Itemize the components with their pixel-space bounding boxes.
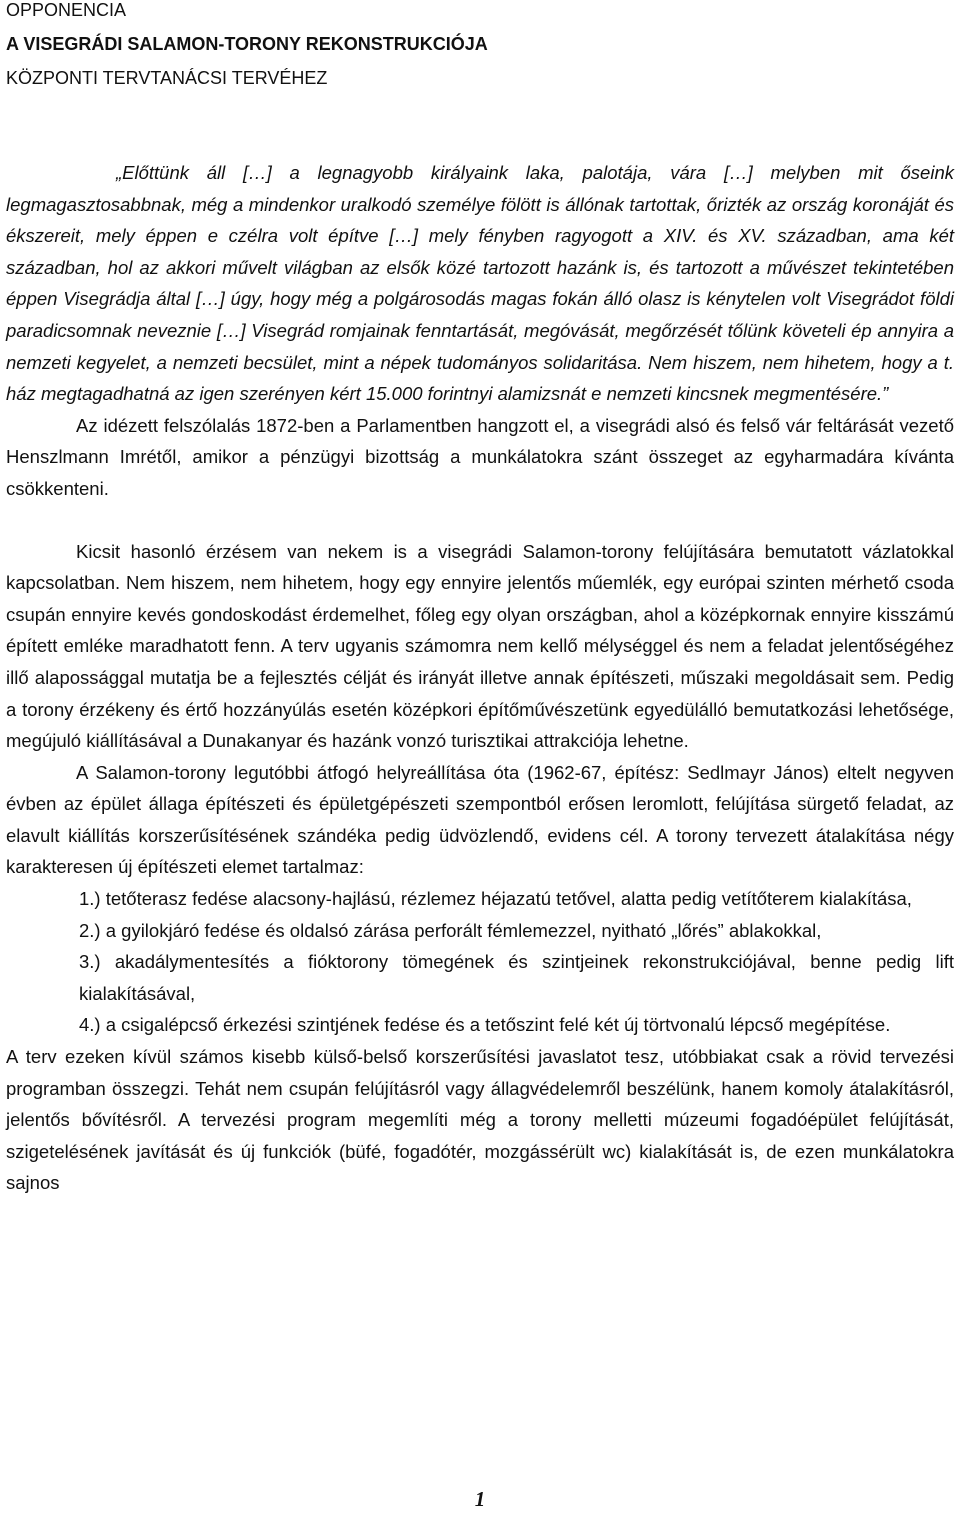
document-subtitle: KÖZPONTI TERVTANÁCSI TERVÉHEZ xyxy=(6,68,328,88)
list-item: 4.) a csigalépcső érkezési szintjének fedése és a tetőszint felé két új törtvonalú lépcső megépítése. xyxy=(79,1014,891,1036)
page-number: 1 xyxy=(474,1487,486,1511)
document-header xyxy=(6,0,954,95)
document-body xyxy=(6,157,954,1199)
paragraph-gap xyxy=(6,505,954,536)
paragraph-context: Az idézett felszólalás 1872-ben a Parlamentben hangzott el, a visegrádi alsó és felső vár feltárását vezető Henszlmann Imrétől, amikor a pénzügyi bizottság a munkálatokra szánt összeget az egyharmadára kívánta csökkenteni. xyxy=(6,414,954,499)
plan-elements-list xyxy=(6,883,954,1041)
paragraph-summary: A terv ezeken kívül számos kisebb külső-belső korszerűsítési javaslatot tesz, utóbbiakat csak a rövid tervezési programban összegzi. Tehát nem csupán felújításról vagy állagvédelemről beszélünk, hanem komoly átalakításról, jelentős bővítésről. A tervezési program megemlíti még a torony melletti múzeumi fogadóépület felújítását, szigetelésének javítását és új funkciók (büfé, fogadótér, mozgássérült wc) kialakítását is, de ezen munkálatokra sajnos xyxy=(6,1046,954,1194)
list-item: 2.) a gyilokjáró fedése és oldalsó zárása perforált fémlemezzel, nyitható „lőrés” ablakokkal, xyxy=(79,919,822,941)
paragraph-opinion: Kicsit hasonló érzésem van nekem is a visegrádi Salamon-torony felújítására bemutatott vázlatokkal kapcsolatban. Nem hiszem, nem hihetem, hogy egy ennyire jelentős műemlék, egy európai szinten mérhető csoda csupán ennyire kevés gondoskodást érdemelhet, főleg egy olyan országban, ahol a középkornak ennyire kisszámú épített emléke maradhatott fenn. A terv ugyanis számomra nem kellő mélységgel és nem a feladat jelentőségéhez illő alapossággal mutatja be a fejlesztés célját és irányát illetve annak építészeti, műszaki megoldásait sem. Pedig a torony érzékeny és értő hozzányúlás esetén középkori építőművészetünk egyedülálló bemutatkozási lehetősége, megújuló kiállításával a Dunakanyar és hazánk vonzó turisztikai attrakciója lehetne. xyxy=(6,540,954,752)
document-title: A VISEGRÁDI SALAMON-TORONY REKONSTRUKCIÓJA xyxy=(6,34,488,54)
paragraph-history: A Salamon-torony legutóbbi átfogó helyreállítása óta (1962-67, építész: Sedlmayr János) eltelt negyven évben az épület állaga építészeti és épületgépészeti szempontból erősen leromlott, felújítása sürgető feladat, az elavult kiállítás korszerűsítésének szándéka pedig üdvözlendő, evidens cél. A torony tervezett átalakítása négy karakteresen új építészeti elemet tartalmaz: xyxy=(6,761,954,878)
header-label: OPPONENCIA xyxy=(6,0,127,20)
header-spacer xyxy=(6,95,954,157)
list-item: 3.) akadálymentesítés a fióktorony tömegének és szintjeinek rekonstrukciójával, benne pedig lift kialakításával, xyxy=(79,951,954,1004)
historical-quote: „Előttünk áll […] a legnagyobb királyaink laka, palotája, vára […] melyben mit őseink legmagasztosabbnak, még a mindenkor uralkodó személye fölött is állónak tartottak, őrizték az ország koronáját és ékszereit, mely éppen e czélra volt építve […] mely fényben ragyogott a XIV. és XV. században, ama két században, hol az akkori művelt világban az elsők közé tartozott hazánk is, és tartozott a művészet tekintetében éppen Visegrádja által […] úgy, hogy még a polgárosodás magas fokán álló olasz is kénytelen volt Visegrádot földi paradicsomnak neveznie […] Visegrád romjainak fenntartását, megóvását, megőrzését tőlünk követeli ép annyira a nemzeti kegyelet, a nemzeti becsület, mint a népek tudományos solidaritása. Nem hiszem, nem hihetem, hogy a t. ház megtagadhatná az igen szerényen kért 15.000 forintnyi alamizsnát e nemzeti kincsnek megmentésére.” xyxy=(6,162,954,405)
list-item: 1.) tetőterasz fedése alacsony-hajlású, rézlemez héjazatú tetővel, alatta pedig vetítőterem kialakítása, xyxy=(79,888,912,910)
